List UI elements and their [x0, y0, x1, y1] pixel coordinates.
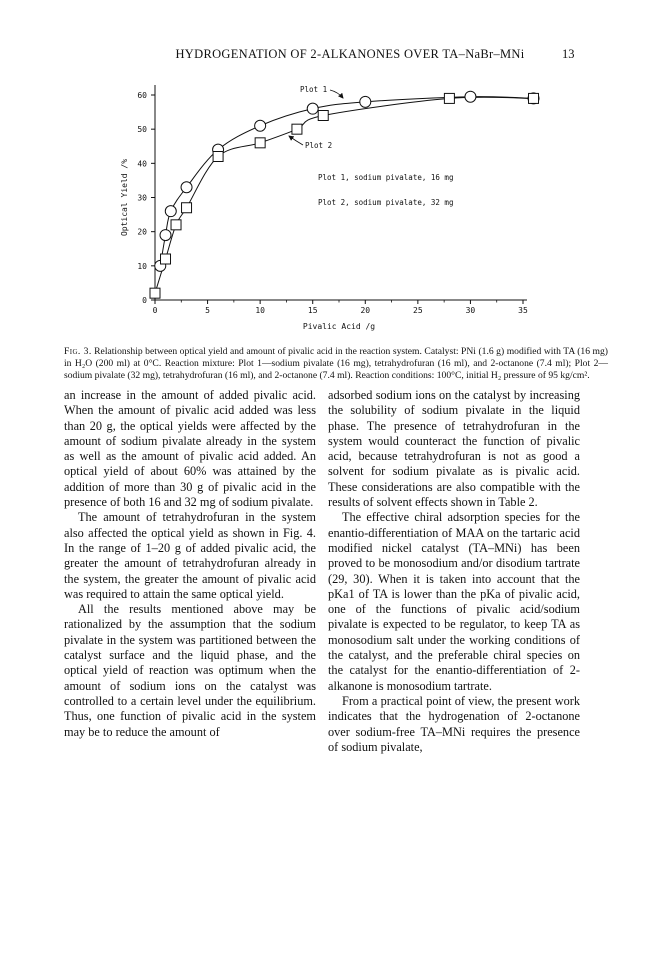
series-2-point: [161, 254, 171, 264]
body-left-column: [64, 388, 316, 740]
chart-markers: [150, 91, 539, 298]
y-tick-label: 0: [142, 296, 147, 305]
plot1-arrow: [330, 90, 343, 98]
chart-curves: [155, 97, 534, 294]
y-tick-label: 40: [137, 159, 147, 169]
y-tick-label: 20: [137, 227, 147, 237]
figure-caption-label: Fig. 3.: [64, 346, 92, 357]
page-number: 13: [562, 47, 575, 61]
x-tick-label: 15: [307, 306, 318, 315]
y-tick-label: 60: [137, 91, 147, 100]
series-2-point: [255, 138, 265, 148]
series-2-point: [213, 152, 223, 162]
left-paragraph-3: All the results mentioned above may be rationalized by the assumption that the sodium pivalate in the system was partitioned between the catalyst surface and the liquid phase, and the optical yield of reaction was optimum when the amount of sodium ions on the catalyst was controlled to a certain level under the equilibrium. Thus, one function of pivalic acid in the system may be to reduce the amount of: [64, 602, 316, 739]
y-tick-label: 50: [137, 125, 147, 135]
y-axis-label: Optical Yield /%: [120, 158, 129, 237]
x-tick-label: 5: [205, 306, 210, 315]
figure-caption-text: Relationship between optical yield and amount of pivalic acid in the reaction system. Catalyst: PNi (1.6 g) modified with TA (16 mg) in H₂O (200 ml) at 0°C. Reaction mixture: Plot 1—sodium pivalate (16 mg), tetrahydrofuran (16 ml), and 2-octanone (7.4 ml); Plot 2—sodium pivalate (32 mg), tetrahydrofuran (16 ml), and 2-octanone (7.4 ml). Reaction conditions: 100°C, initial H₂ pressure of 95 kg/cm².: [64, 346, 608, 382]
plot2-arrow: [289, 136, 303, 145]
y-tick-label: 30: [137, 193, 147, 203]
running-head: HYDROGENATION OF 2-ALKANONES OVER TA–NaBr–MNi: [175, 47, 525, 61]
series-1-point: [181, 182, 192, 193]
series-2-point: [444, 93, 454, 103]
left-paragraph-2: The amount of tetrahydrofuran in the system also affected the optical yield as shown in Fig. 4. In the range of 1–20 g of added pivalic acid, the greater the amount of tetrahydrofuran already in the system, the greater the amount of pivalic acid was required to attain the same optical yield.: [64, 510, 316, 601]
left-paragraph-1: an increase in the amount of added pivalic acid. When the amount of pivalic acid added was less than 20 g, the optical yields were affected by the amount of sodium pivalate already in the system as well as the amount of pivalic acid added. An optical yield of about 60% was attained by the addition of more than 30 g of pivalic acid in the presence of both 16 and 32 mg of sodium pivalate.: [64, 388, 316, 510]
x-tick-label: 35: [518, 306, 528, 315]
series-2-point: [150, 288, 160, 298]
series-1-point: [165, 206, 176, 217]
series-1-point: [255, 120, 266, 131]
series-2-point: [292, 124, 302, 134]
series-2-line: [155, 97, 534, 293]
series-2-point: [171, 220, 181, 230]
series-2-point: [529, 93, 539, 103]
right-paragraph-2: The effective chiral adsorption species for the enantio-differentiation of MAA on the tartaric acid modified nickel catalyst (TA–MNi) has been proved to be monosodium and/or disodium tartrate (29, 30). When it is taken into account that the pKa1 of TA is lower than the pKa of pivalic acid, one of the functions of pivalic acid/sodium pivalate is expected to be regulator, to keep TA as monosodium salt under the working conditions of the catalyst, and the preferable chiral species on the catalyst for the enantio-differentiation of 2-alkanone is monosodium tartrate.: [328, 510, 580, 693]
right-paragraph-1: adsorbed sodium ions on the catalyst by increasing the solubility of sodium pivalate in the liquid phase. The presence of tetrahydrofuran in the system would counteract the function of pivalic acid, because tetrahydrofuran is not as good a solvent for sodium pivalate as is pivalic acid. These considerations are also compatible with the results of solvent effects shown in Table 2.: [328, 388, 580, 510]
series-1-point: [360, 96, 371, 107]
series-2-point: [182, 203, 192, 213]
y-tick-label: 10: [137, 261, 147, 271]
series-2-point: [318, 111, 328, 121]
series-1-point: [307, 103, 318, 114]
figure-caption: [64, 346, 608, 383]
x-tick-label: 20: [360, 306, 371, 315]
x-tick-label: 0: [152, 306, 158, 315]
plot2-arrow-label: Plot 2: [305, 141, 333, 150]
x-tick-label: 30: [465, 306, 476, 315]
series-1-point: [465, 91, 476, 102]
plot1-arrow-label: Plot 1: [300, 85, 328, 94]
optical-yield-chart: [0, 0, 672, 345]
x-axis-label: Pivalic Acid /g: [302, 322, 376, 331]
right-paragraph-3: From a practical point of view, the present work indicates that the hydrogenation of 2-octanone over sodium-free TA–MNi requires the presence of sodium pivalate,: [328, 693, 580, 754]
series-1-point: [160, 230, 171, 241]
legend-plot1: Plot 1, sodium pivalate, 16 mg: [318, 173, 454, 182]
x-tick-label: 25: [413, 306, 423, 315]
body-right-column: [328, 388, 580, 755]
legend-plot2: Plot 2, sodium pivalate, 32 mg: [318, 198, 454, 207]
x-tick-label: 10: [255, 306, 265, 315]
